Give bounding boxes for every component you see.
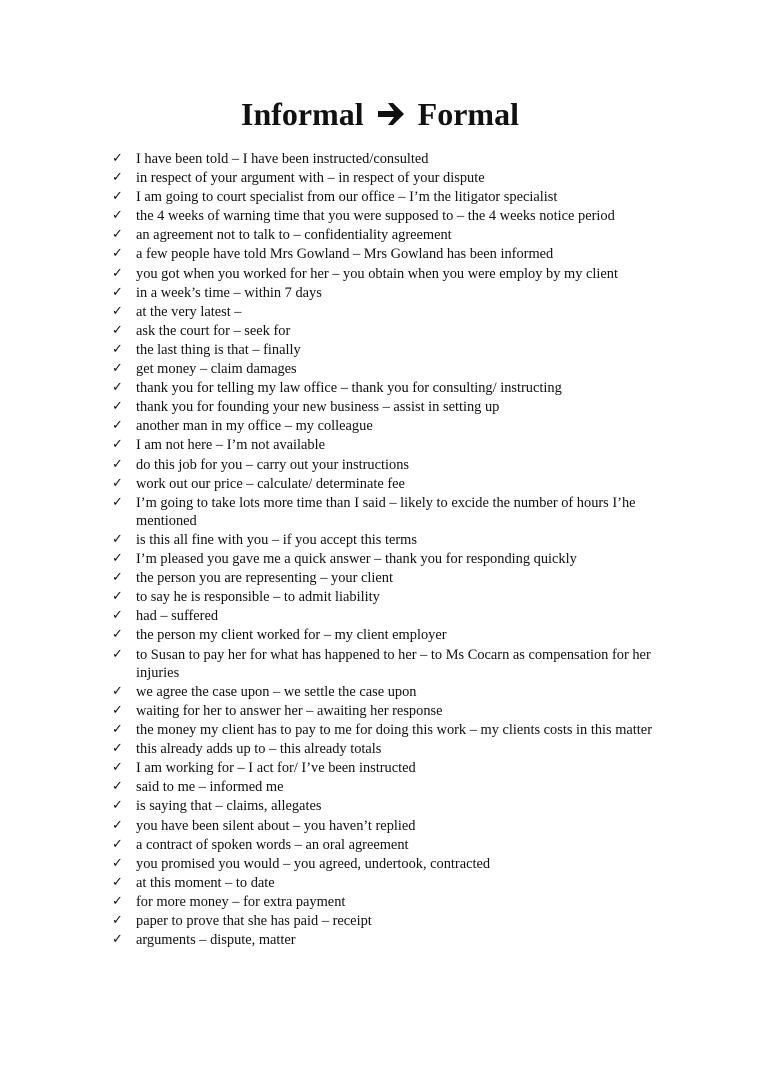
list-item-text: is this all fine with you – if you accept this terms [136, 531, 417, 548]
list-item [112, 912, 672, 930]
checkmark-icon: ✓ [112, 932, 123, 948]
list-item-text: I’m pleased you gave me a quick answer – thank you for responding quickly [136, 551, 577, 568]
list-item-text: you got when you worked for her – you obtain when you were employ by my client [136, 265, 618, 282]
checkmark-icon: ✓ [112, 170, 123, 186]
list-item [112, 284, 672, 302]
list-item [112, 456, 672, 474]
checkmark-icon: ✓ [112, 760, 123, 776]
list-item [112, 759, 672, 777]
checkmark-icon: ✓ [112, 531, 123, 547]
list-item-text: thank you for telling my law office – thank you for consulting/ instructing [136, 380, 562, 397]
checkmark-icon: ✓ [112, 418, 123, 434]
list-item-text: the last thing is that – finally [136, 341, 301, 358]
checkmark-icon: ✓ [112, 836, 123, 852]
list-item-text: to say he is responsible – to admit liability [136, 589, 380, 606]
list-item [112, 494, 672, 530]
checkmark-icon: ✓ [112, 702, 123, 718]
checkmark-icon: ✓ [112, 151, 123, 166]
list-item-text: ask the court for – seek for [136, 322, 291, 339]
checkmark-icon: ✓ [112, 817, 123, 833]
checkmark-icon: ✓ [112, 284, 123, 300]
list-item-text: I am working for – I act for/ I’ve been instructed [136, 760, 416, 777]
checkmark-icon: ✓ [112, 722, 123, 738]
list-item [112, 721, 672, 739]
checkmark-icon: ✓ [112, 475, 123, 491]
list-item-text: another man in my office – my colleague [136, 418, 373, 435]
list-item [112, 265, 672, 283]
list-item [112, 360, 672, 378]
list-item [112, 550, 672, 568]
checkmark-icon: ✓ [112, 437, 123, 453]
checkmark-icon: ✓ [112, 646, 123, 662]
list-item [112, 379, 672, 397]
list-item-text: an agreement not to talk to – confidentiality agreement [136, 227, 452, 244]
checkmark-icon: ✓ [112, 227, 123, 243]
list-item [112, 569, 672, 587]
list-item-text: this already adds up to – this already totals [136, 741, 382, 758]
checkmark-icon: ✓ [112, 265, 123, 281]
list-item [112, 702, 672, 720]
list-item-text: is saying that – claims, allegates [136, 798, 322, 815]
list-item [112, 303, 672, 321]
list-item [112, 226, 672, 244]
list-item-text: the 4 weeks of warning time that you were supposed to – the 4 weeks notice period [136, 208, 615, 225]
checkmark-icon: ✓ [112, 874, 123, 890]
list-item-text: to Susan to pay her for what has happened to her – to Ms Cocarn as compensation for her injuries [136, 646, 651, 681]
list-item-text: paper to prove that she has paid – receipt [136, 912, 372, 929]
checkmark-icon: ✓ [112, 208, 123, 224]
list-item [112, 893, 672, 911]
checkmark-icon: ✓ [112, 456, 123, 472]
list-item [112, 322, 672, 340]
list-item-text: the person you are representing – your client [136, 570, 393, 587]
list-item-text: you have been silent about – you haven’t replied [136, 817, 416, 834]
list-item [112, 436, 672, 454]
list-item-text: get money – claim damages [136, 361, 297, 378]
list-item [112, 740, 672, 758]
list-item-text: said to me – informed me [136, 779, 284, 796]
list-item [112, 607, 672, 625]
title-informal: Informal [241, 96, 364, 132]
list-item [112, 169, 672, 187]
list-item-text: in a week’s time – within 7 days [136, 284, 322, 301]
checkmark-icon: ✓ [112, 380, 123, 396]
checkmark-icon: ✓ [112, 912, 123, 928]
checkmark-icon: ✓ [112, 798, 123, 814]
list-item [112, 341, 672, 359]
checkmark-icon: ✓ [112, 551, 123, 567]
list-item [112, 475, 672, 493]
list-item [112, 931, 672, 949]
list-item [112, 207, 672, 225]
list-item [112, 646, 672, 682]
list-item-text: I am going to court specialist from our office – I’m the litigator specialist [136, 189, 558, 206]
list-item-text: at the very latest – [136, 303, 242, 320]
checkmark-icon: ✓ [112, 855, 123, 871]
list-item-text: I have been told – I have been instructed/consulted [136, 151, 429, 167]
list-item [112, 874, 672, 892]
list-item [112, 417, 672, 435]
list-item [112, 855, 672, 873]
list-item-text: thank you for founding your new business – assist in setting up [136, 399, 500, 416]
list-item [112, 245, 672, 263]
list-item [112, 398, 672, 416]
list-item [112, 778, 672, 796]
list-item [112, 188, 672, 206]
checkmark-icon: ✓ [112, 341, 123, 357]
list-item [112, 588, 672, 606]
list-item-text: waiting for her to answer her – awaiting her response [136, 702, 443, 719]
checkmark-icon: ✓ [112, 893, 123, 909]
list-item-text: I’m going to take lots more time than I said – likely to excide the number of hours I’he mentioned [136, 494, 636, 529]
checkmark-icon: ✓ [112, 361, 123, 377]
list-item-text: a few people have told Mrs Gowland – Mrs Gowland has been informed [136, 246, 554, 263]
arrow-right-icon [376, 100, 408, 128]
list-item [112, 150, 672, 168]
checkmark-icon: ✓ [112, 570, 123, 586]
list-item-text: a contract of spoken words – an oral agreement [136, 836, 409, 853]
checkmark-icon: ✓ [112, 322, 123, 338]
checkmark-icon: ✓ [112, 589, 123, 605]
checkmark-icon: ✓ [112, 189, 123, 205]
list-item-text: in respect of your argument with – in respect of your dispute [136, 170, 485, 187]
checkmark-icon: ✓ [112, 683, 123, 699]
checkmark-icon: ✓ [112, 779, 123, 795]
list-item-text: the money my client has to pay to me for doing this work – my clients costs in this matter [136, 722, 652, 739]
list-item [112, 817, 672, 835]
list-item [112, 797, 672, 815]
list-item [112, 626, 672, 644]
list-item-text: arguments – dispute, matter [136, 932, 296, 949]
checkmark-icon: ✓ [112, 627, 123, 643]
checkmark-icon: ✓ [112, 246, 123, 262]
checkmark-icon: ✓ [112, 494, 123, 510]
checkmark-icon: ✓ [112, 608, 123, 624]
list-item-text: you promised you would – you agreed, undertook, contracted [136, 855, 491, 872]
list-item-text: the person my client worked for – my client employer [136, 627, 447, 644]
list-item [112, 683, 672, 701]
checkmark-icon: ✓ [112, 303, 123, 319]
list-item-text: do this job for you – carry out your instructions [136, 456, 409, 473]
title-formal: Formal [417, 96, 519, 132]
list-item-text: I am not here – I’m not available [136, 437, 326, 454]
list-item [112, 531, 672, 549]
list-item-text: for more money – for extra payment [136, 893, 346, 910]
list-item-text: at this moment – to date [136, 874, 275, 891]
list-item-text: had – suffered [136, 608, 219, 625]
checkmark-icon: ✓ [112, 399, 123, 415]
list-item [112, 836, 672, 854]
checkmark-icon: ✓ [112, 741, 123, 757]
vocabulary-list [112, 150, 672, 950]
page-title [0, 92, 760, 136]
list-item-text: work out our price – calculate/ determinate fee [136, 475, 405, 492]
list-item-text: we agree the case upon – we settle the case upon [136, 683, 417, 700]
